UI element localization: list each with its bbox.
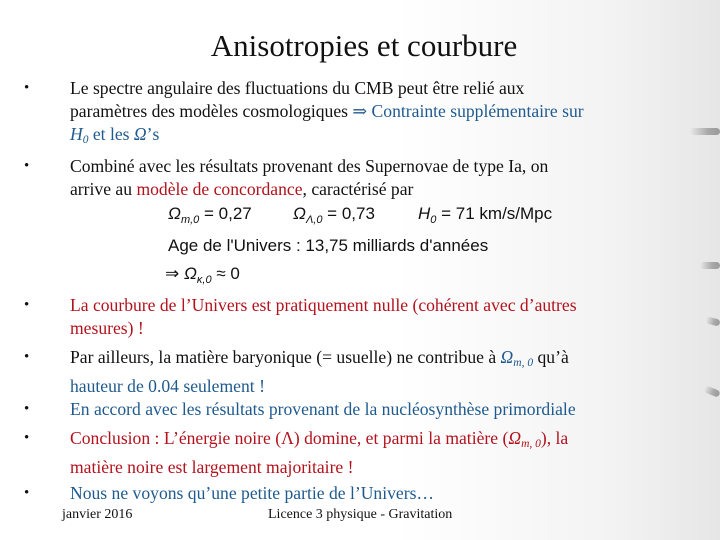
bullet-line: Nous ne voyons qu’une petite partie de l’Univers… bbox=[70, 483, 435, 503]
subscript: m, 0 bbox=[513, 357, 534, 369]
text-span: , caractérisé par bbox=[302, 179, 414, 199]
subscript: m,0 bbox=[180, 214, 200, 226]
footer-date: janvier 2016 bbox=[62, 507, 133, 522]
hubble-symbol: H bbox=[418, 204, 431, 223]
text-span: ) domine, et parmi la matière ( bbox=[293, 428, 509, 448]
text-span: ), la bbox=[540, 428, 569, 448]
background-streak bbox=[700, 262, 720, 269]
bullet-line bbox=[70, 346, 670, 375]
equation-value: = 0,73 bbox=[322, 204, 375, 223]
bullet-glyph: • bbox=[24, 485, 30, 501]
text-span: arrive au bbox=[70, 179, 137, 199]
omega-symbol: Ω bbox=[168, 204, 181, 223]
bullet-text bbox=[70, 427, 670, 479]
highlight-text: Contrainte supplémentaire sur bbox=[367, 101, 584, 121]
background-streak bbox=[703, 385, 720, 397]
bullet-text bbox=[70, 482, 670, 505]
footer-course: Licence 3 physique - Gravitation bbox=[268, 507, 453, 522]
equation-value: = 0,27 bbox=[199, 204, 252, 223]
omega-symbol: Ω bbox=[293, 204, 306, 223]
text-span: et les bbox=[88, 124, 134, 144]
text-span: qu’à bbox=[533, 347, 569, 367]
bullet-glyph: • bbox=[24, 297, 30, 313]
bullet-line: Combiné avec les résultats provenant des Supernovae de type Ia, on bbox=[70, 156, 549, 176]
bullet-line bbox=[70, 427, 670, 456]
equation-omega-m bbox=[168, 204, 252, 226]
equation-age: Age de l'Univers : 13,75 milliards d'années bbox=[168, 236, 489, 255]
bullet-text bbox=[70, 346, 670, 398]
background-streak bbox=[690, 128, 720, 135]
bullet-glyph: • bbox=[24, 430, 30, 446]
equation-value: = 71 km/s/Mpc bbox=[436, 204, 553, 223]
bullet-line bbox=[70, 178, 670, 201]
equation-value: ≈ 0 bbox=[211, 264, 240, 283]
bullet-glyph: • bbox=[24, 401, 30, 417]
text-span: paramètres des modèles cosmologiques bbox=[70, 101, 353, 121]
omega-symbol: Ω bbox=[183, 264, 197, 283]
text-span: Conclusion : L’énergie noire ( bbox=[70, 428, 282, 448]
text-span: Par ailleurs, la matière baryonique (= usuelle) ne contribue à bbox=[70, 347, 501, 367]
bullet-line: Le spectre angulaire des fluctuations du CMB peut être relié aux bbox=[70, 78, 525, 98]
bullet-line bbox=[70, 123, 670, 152]
bullet-text bbox=[70, 155, 670, 201]
bullet-text bbox=[70, 294, 670, 340]
subscript: m, 0 bbox=[521, 438, 541, 450]
subscript: 0 bbox=[430, 214, 437, 226]
bullet-line: mesures) ! bbox=[70, 318, 144, 338]
bullet-line bbox=[70, 100, 670, 123]
omega-symbol: Ω bbox=[500, 347, 514, 367]
bullet-glyph: • bbox=[24, 80, 30, 96]
subscript: Λ,0 bbox=[305, 214, 323, 226]
equation-curvature bbox=[165, 264, 240, 286]
slide-title: Anisotropies et courbure bbox=[210, 28, 518, 63]
lambda-symbol: Λ bbox=[281, 428, 294, 448]
implies-arrow: ⇒ bbox=[352, 101, 368, 121]
bullet-line: hauteur de 0.04 seulement ! bbox=[70, 376, 265, 396]
bullet-text bbox=[70, 77, 670, 152]
text-span: ’s bbox=[146, 124, 160, 144]
highlight-text: modèle de concordance bbox=[136, 179, 303, 199]
omega-symbol: Ω bbox=[508, 428, 522, 448]
omega-symbol: Ω bbox=[133, 124, 147, 144]
hubble-symbol: H bbox=[70, 124, 83, 144]
subscript: 0 bbox=[82, 134, 89, 146]
subscript: κ,0 bbox=[196, 274, 212, 286]
bullet-glyph: • bbox=[24, 158, 30, 174]
bullet-line: La courbure de l’Univers est pratiquement nulle (cohérent avec d’autres bbox=[70, 295, 577, 315]
bullet-line: matière noire est largement majoritaire ! bbox=[70, 457, 354, 477]
background-streak bbox=[705, 316, 720, 326]
bullet-glyph: • bbox=[24, 349, 30, 365]
equation-omega-lambda bbox=[293, 204, 375, 226]
equation-h0 bbox=[418, 204, 552, 226]
bullet-line: En accord avec les résultats provenant de la nucléosynthèse primordiale bbox=[70, 399, 576, 419]
implies-arrow: ⇒ bbox=[165, 264, 180, 283]
bullet-text bbox=[70, 398, 670, 421]
